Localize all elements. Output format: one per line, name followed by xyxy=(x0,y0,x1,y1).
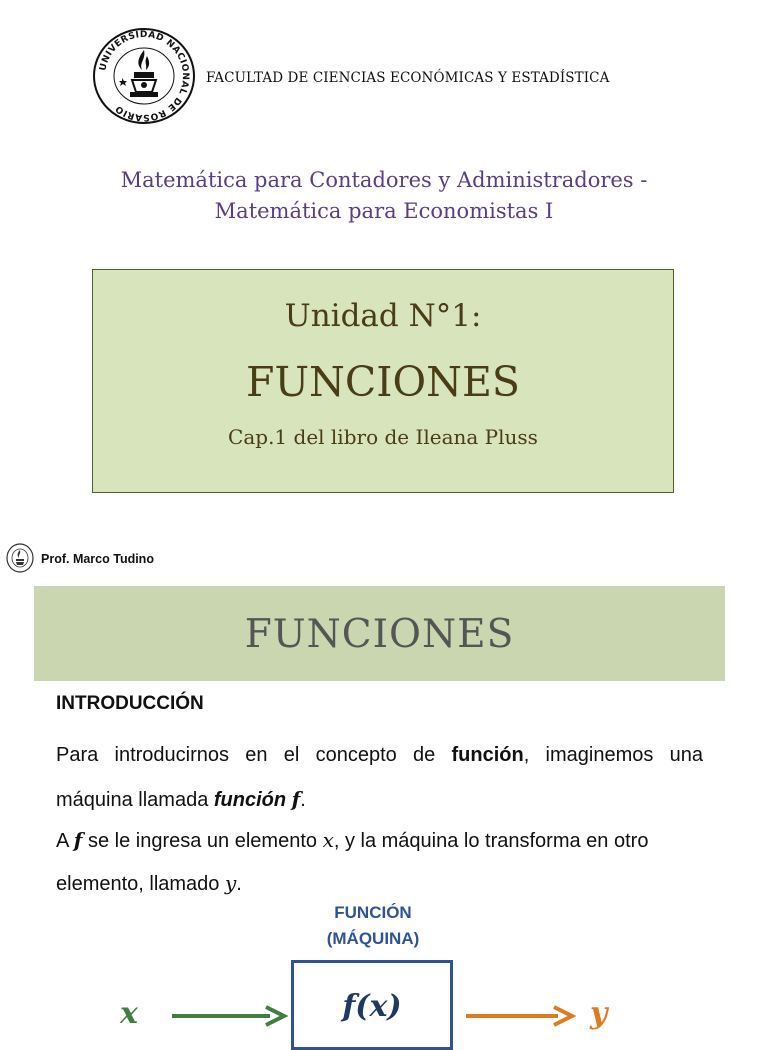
course-title-line1: Matemática para Contadores y Administradores - xyxy=(120,168,648,192)
university-seal-icon xyxy=(92,26,196,126)
paragraph-2-line-2 xyxy=(56,871,242,896)
p2-var-x: x xyxy=(322,828,334,852)
p1-text-c: máquina llamada xyxy=(56,789,214,811)
seal-text: UNIVERSIDAD NACIONAL DE ROSARIO xyxy=(98,29,191,123)
p2-text-e: . xyxy=(236,873,242,895)
section-banner xyxy=(34,586,725,681)
course-title xyxy=(0,165,768,227)
unit-main-title: FUNCIONES xyxy=(246,358,520,406)
p1-bold-funcion-f: función xyxy=(213,789,292,811)
intro-heading: INTRODUCCIÓN xyxy=(56,693,204,714)
p2-text-c: , y la máquina lo transforma en otro xyxy=(333,830,649,852)
p1-bold-funcion: función xyxy=(451,744,524,766)
mini-seal-icon xyxy=(6,543,34,573)
unit-subtitle: Cap.1 del libro de Ileana Pluss xyxy=(228,425,538,449)
function-label-line2: (MÁQUINA) xyxy=(326,929,420,948)
p1-text-a: Para introducirnos en el concepto de xyxy=(56,744,452,766)
function-expression: f(x) xyxy=(342,989,402,1024)
function-label-line1: FUNCIÓN xyxy=(334,903,412,922)
p2-text-a: A xyxy=(56,830,74,852)
p2-var-f: f xyxy=(73,828,83,852)
paragraph-1-line-2 xyxy=(56,787,306,812)
output-arrow xyxy=(464,1004,576,1028)
unit-title: Unidad N°1: xyxy=(284,298,482,334)
input-arrow xyxy=(170,1004,288,1028)
p2-var-y: y xyxy=(224,871,237,895)
paragraph-1-line-1 xyxy=(56,744,703,767)
course-title-line2: Matemática para Economistas I xyxy=(214,199,554,223)
function-machine-box xyxy=(291,960,453,1050)
faculty-name: FACULTAD DE CIENCIAS ECONÓMICAS Y ESTADÍSTICA xyxy=(206,70,610,86)
banner-title: FUNCIONES xyxy=(244,612,515,657)
p1-text-d: . xyxy=(300,789,306,811)
function-machine-label xyxy=(290,900,456,952)
p2-text-d: elemento, llamado xyxy=(56,873,225,895)
p2-text-b: se le ingresa un elemento xyxy=(82,830,323,852)
paragraph-2-line-1 xyxy=(56,828,648,853)
output-variable: y xyxy=(590,996,608,1031)
p1-text-b: , imaginemos una xyxy=(523,744,703,766)
p1-var-f: f xyxy=(291,787,301,811)
input-variable: x xyxy=(120,996,138,1031)
professor-name: Prof. Marco Tudino xyxy=(41,552,154,566)
unit-box xyxy=(92,269,674,493)
